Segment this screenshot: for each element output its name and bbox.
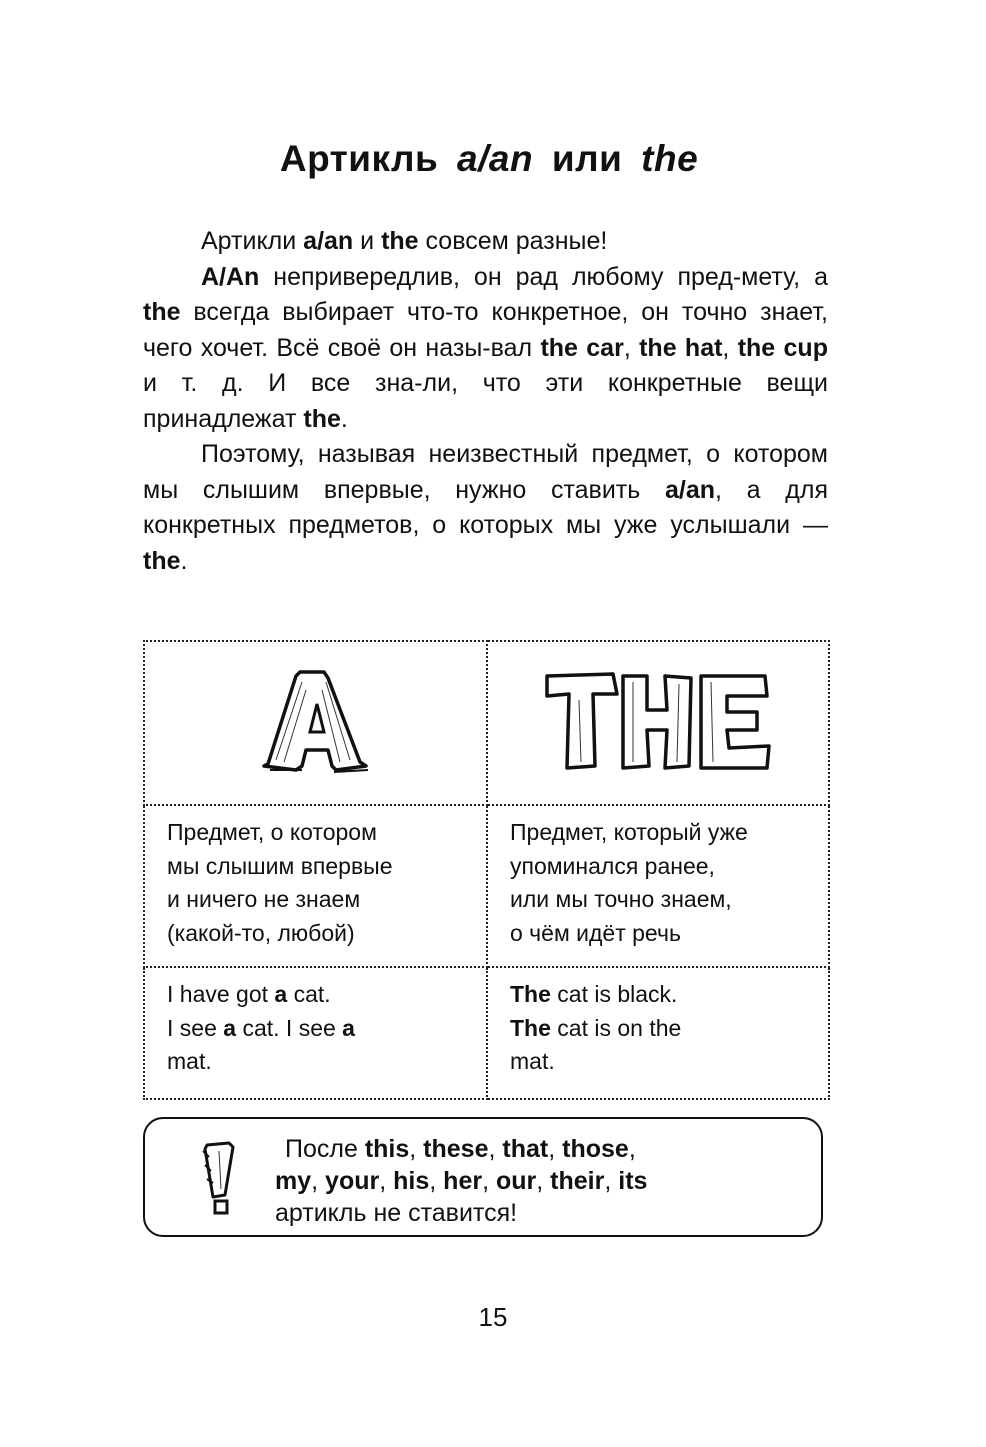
bold-term: these — [423, 1135, 489, 1163]
title-prefix: Артикль — [279, 138, 439, 179]
text-run: , — [379, 1167, 394, 1195]
bold-term: his — [393, 1167, 430, 1195]
letter-a-illustration — [256, 666, 376, 776]
bold-term: the cup — [737, 333, 828, 362]
bold-term: this — [364, 1135, 410, 1163]
bold-term: a — [342, 1014, 355, 1041]
text-run: , — [409, 1135, 424, 1163]
bold-term: a/an — [664, 475, 716, 504]
header-cell-a — [144, 641, 487, 805]
text-run: cat is on the mat. — [510, 1014, 682, 1074]
example-cell-the — [487, 967, 829, 1099]
bold-term: your — [325, 1167, 380, 1195]
example-text-a — [167, 978, 464, 1079]
text-run: всегда выбирает что-то конкретное, он точно знает, чего хочет. Всё своё он назы-вал — [143, 298, 828, 362]
bold-term: those — [562, 1135, 629, 1163]
exclamation-icon — [199, 1141, 243, 1221]
word-the-illustration — [543, 666, 773, 776]
body-text — [143, 224, 828, 579]
desc-text-a: Предмет, о котором мы слышим впервые и ничего не знаем (какой-то, любой) — [167, 819, 393, 946]
text-run: артикль не ставится! — [275, 1199, 518, 1227]
text-run: cat. I see — [236, 1014, 343, 1041]
bold-term: A/An — [201, 262, 260, 291]
bold-term: her — [443, 1167, 483, 1195]
text-run: непривередлив, он рад любому пред-мету, а — [259, 262, 828, 291]
note-text — [275, 1133, 795, 1229]
text-run: , — [482, 1167, 496, 1195]
header-cell-the — [487, 641, 829, 805]
text-run: cat is black. — [557, 981, 678, 1007]
paragraph-2 — [143, 260, 828, 438]
bold-term: a/an — [303, 227, 354, 255]
text-run: , — [488, 1135, 503, 1163]
bold-term: the car — [540, 333, 624, 362]
paragraph-3 — [143, 437, 828, 579]
desc-text-the: Предмет, который уже упоминался ранее, или мы точно знаем, о чём идёт речь — [510, 819, 748, 946]
text-run: , а для конкретных предметов, о которых мы уже услышали — — [143, 475, 828, 539]
table-row — [144, 805, 829, 967]
text-run: Поэтому, называя неизвестный предмет, о котором мы слышим впервые, нужно ставить — [143, 440, 828, 504]
text-run: , — [536, 1167, 551, 1195]
desc-cell-a — [144, 805, 487, 967]
bold-term: a — [274, 981, 288, 1007]
text-run: Артикли — [201, 227, 304, 255]
note-box — [143, 1117, 823, 1237]
example-text-the — [510, 978, 806, 1079]
table-row — [144, 967, 829, 1099]
title-middle: или — [551, 138, 623, 179]
bold-term: The — [510, 1014, 551, 1041]
note-line-3 — [275, 1197, 795, 1229]
article-table — [143, 640, 830, 1100]
text-run: совсем разные! — [418, 227, 608, 255]
text-run: и т. д. И все зна-ли, что эти конкретные вещи принадлежат — [143, 369, 828, 433]
text-run: I have got — [167, 981, 275, 1007]
text-run: , — [311, 1167, 326, 1195]
title-word-a-an: a/an — [457, 138, 534, 179]
bold-term: the — [143, 298, 181, 326]
bold-term: the — [303, 404, 341, 433]
title-word-the: the — [641, 138, 699, 179]
example-cell-a — [144, 967, 487, 1099]
text-run: mat. — [167, 1048, 212, 1074]
text-run: , — [548, 1135, 563, 1163]
text-run: cat. I see — [167, 981, 331, 1041]
text-run: , — [722, 333, 738, 362]
page-title — [0, 138, 986, 180]
note-line-1 — [275, 1133, 795, 1165]
desc-cell-the — [487, 805, 829, 967]
note-line-2 — [275, 1165, 795, 1197]
bold-term: their — [550, 1167, 605, 1195]
bold-term: the — [143, 546, 181, 575]
text-run: , — [628, 1135, 636, 1163]
bold-term: that — [502, 1135, 549, 1163]
text-run: , — [623, 333, 640, 362]
bold-term: the hat — [639, 333, 723, 362]
text-run: , — [604, 1167, 619, 1195]
text-run: и — [353, 227, 382, 255]
bold-term: my — [275, 1167, 312, 1195]
bold-term: its — [618, 1167, 648, 1195]
bold-term: The — [510, 981, 551, 1007]
bold-term: our — [495, 1167, 537, 1195]
table-row — [144, 641, 829, 805]
bold-term: the — [381, 227, 419, 255]
text-run: . — [180, 546, 188, 575]
text-run: После — [285, 1135, 365, 1163]
bold-term: a — [223, 1014, 237, 1041]
paragraph-1 — [143, 224, 828, 260]
page-number: 15 — [478, 1302, 508, 1332]
text-run: , — [429, 1167, 444, 1195]
text-run: . — [340, 404, 348, 433]
